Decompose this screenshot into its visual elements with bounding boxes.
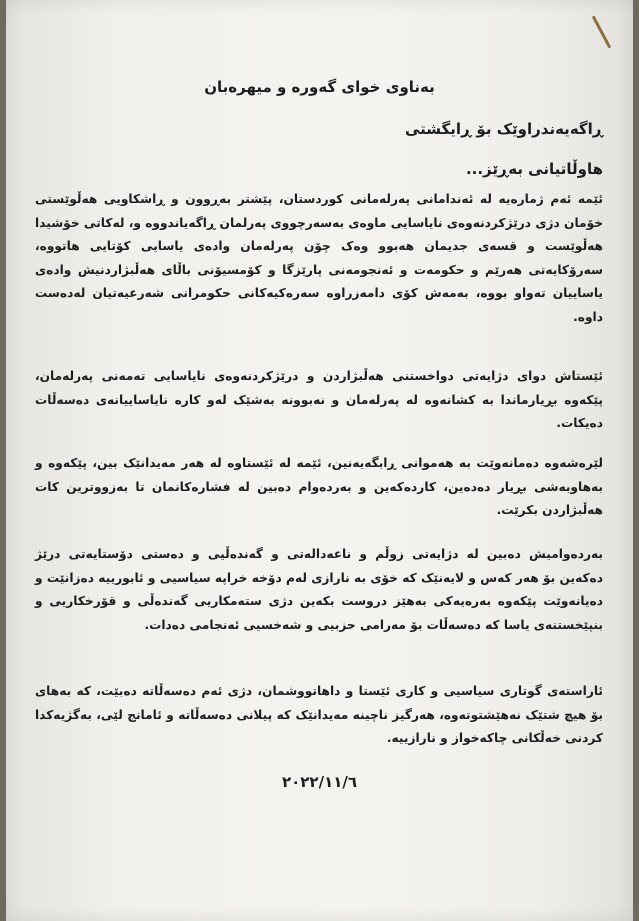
pen-stroke-mark	[592, 15, 612, 48]
document-date: ٢٠٢٢/١١/٦	[281, 773, 358, 791]
paragraph-3: لێرەشەوە دەمانەوێت بە هەموانی ڕابگەیەنین، ئێمە لە ئێستاوە لە هەر مەیدانێک بین، پێکەوە و بەهاوبەشی بڕیار دەدەین، کاردەکەین و بەردەوام دەبین لە فشارەکانمان تا بەزووترین کات هەڵبژاردن بکرێت.	[35, 456, 603, 517]
greeting-line: هاوڵاتیانی بەڕێز...	[465, 160, 603, 178]
paragraph-4: بەردەوامیش دەبین لە دژایەتی زوڵم و ناعەدالەتی و گەندەڵیی و دەستی دۆستایەتی درێژ دەکەین بۆ هەر کەس و لایەنێک کە خۆی بە نارازی لەم دۆخە خراپە سیاسیی و ئابورییە دەزانێت و دەیانەوێت پێکەوە بەرەیەکی بەهێز دروست بکەین دژی ستەمکاریی گەندەڵی و قۆرخکاریی و بنپێخستنەی یاسا کە دەسەڵات بۆ مەرامی حزبیی و شەخسیی ئەنجامی دەدات.	[35, 547, 603, 632]
statement-title: ڕاگەیەندراوێک بۆ ڕایگشتی	[404, 120, 603, 138]
paragraph-2: ئێستاش دوای دژایەتی دواخستنی هەڵبژاردن و درێژکردنەوەی نایاسایی تەمەنی پەرلەمان، پێکەوە بڕیارماندا بە کشانەوە لە پەرلەمان و نەبوونە بەشێک لەو کارە نایاساییانەی دەسەڵات دەیکات.	[35, 369, 603, 430]
paragraph-1: ئێمە ئەم ژمارەیە لە ئەندامانی پەرلەمانی کوردستان، پێشتر بەڕوون و ڕاشکاویی هەڵوێستی خۆمان دژی درێژکردنەوەی نایاسایی ماوەی بەسەرچووی پەرلمان ڕاگەیاندووە و، لەکاتی خۆشیدا هەڵوێست و قسەی جدیمان هەبوو وەک چۆن پەرلەمان وادەی یاسایی کۆتایی هاتووە، سەرۆکایەتی هەرێم و حکومەت و ئەنجومەنی پارێزگا و کۆمسیۆنی باڵای هەڵبژاردنیش وادەی یاساییان تەواو بووە، بەمەش کۆی دامەزراوە سەرەکیەکانی حکومرانی شەرعیەتیان لەدەست داوە.	[35, 192, 603, 324]
paragraph-5: ئاراستەی گوتاری سیاسیی و کاری ئێستا و داهاتووشمان، دژی ئەم دەسەڵاتە دەبێت، کە بەهای بۆ هیچ شتێک نەهێشتوتەوە، هەرگیز ناچینە مەیدانێک کە پیلانی دەسەڵاتە و ئامانج لێی، بەگژیەکدا کردنی خەڵکانی چاکەخواز و نارازییە.	[35, 684, 603, 745]
document-page	[6, 0, 633, 921]
basmala-heading: بەناوی خوای گەورە و میهرەبان	[204, 78, 435, 96]
